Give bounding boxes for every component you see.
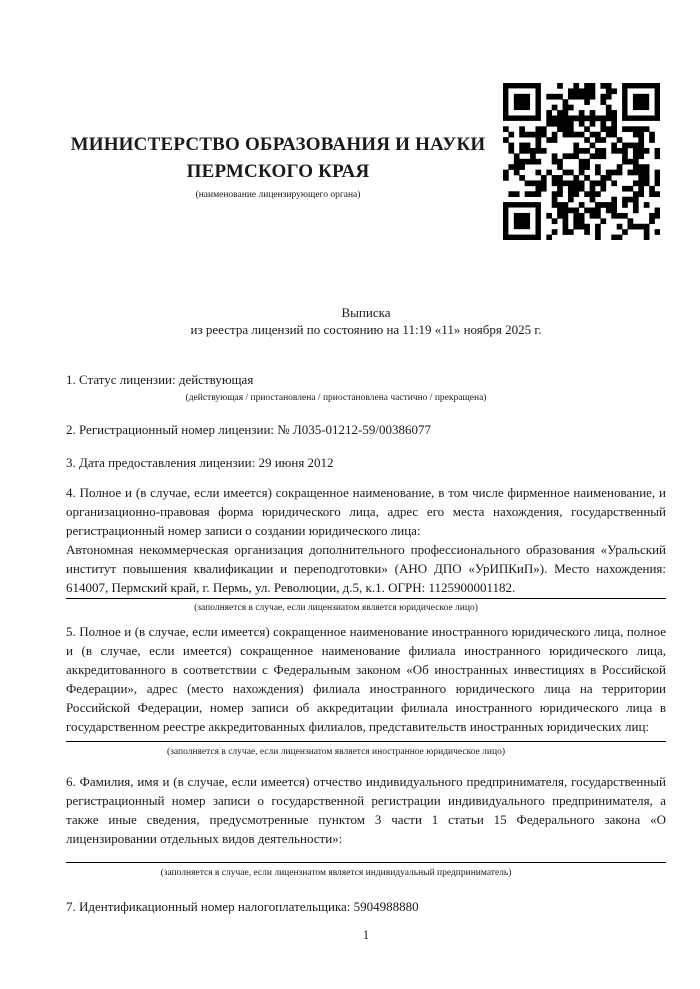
- license-status-text: 1. Статус лицензии: действующая: [66, 372, 254, 387]
- item-registration-number: 2. Регистрационный номер лицензии: № Л035-01212-59/00386077: [66, 422, 432, 437]
- fill-line: [66, 598, 666, 599]
- legal-entity-caption: (заполняется в случае, если лицензиатом является юридическое лицо): [194, 603, 478, 613]
- foreign-entity-text: 5. Полное и (в случае, если имеется) сокращенное наименование иностранного юридического лица, полное и (в случае, если имеется) сокращенное наименование филиала иностранного юридического лица, аккредитованного в соответствии с Федеральным законом «Об иностранных инвестициях в Российской Федерации», адрес (место нахождения) филиала иностранного юридического лица на территории Российской Федерации, номер записи об аккредитации филиала иностранного юридического лица в государственном реестре аккредитованных филиалов, представительств иностранных юридических лиц:: [66, 624, 666, 734]
- item-license-status: [66, 370, 666, 405]
- item-legal-entity: [66, 483, 666, 615]
- document-title: [66, 304, 666, 338]
- ministry-name-line1: МИНИСТЕРСТВО ОБРАЗОВАНИЯ И НАУКИ: [70, 134, 486, 155]
- ministry-name-line2: ПЕРМСКОГО КРАЯ: [186, 161, 370, 182]
- foreign-entity-caption: (заполняется в случае, если лицензиатом является иностранное юридическое лицо): [167, 747, 505, 757]
- license-status-caption: (действующая / приостановлена / приостановлена частично / прекращена): [185, 393, 487, 403]
- item-taxpayer-number: 7. Идентификационный номер налогоплательщика: 5904988880: [66, 899, 419, 914]
- ministry-caption: (наименование лицензирующего органа): [195, 190, 361, 200]
- item-individual-entrepreneur: [66, 772, 666, 880]
- ministry-header: [66, 131, 490, 201]
- individual-entrepreneur-text: 6. Фамилия, имя и (в случае, если имеется) отчество индивидуального предпринимателя, государственный регистрационный номер записи о государственной регистрации индивидуального предпринимателя, а также иные сведения, предусмотренные пунктом 3 части 1 статьи 15 Федерального закона «О лицензировании отдельных видов деятельности»:: [66, 774, 666, 846]
- individual-entrepreneur-caption: (заполняется в случае, если лицензиатом является индивидуальный предприниматель): [160, 868, 512, 878]
- legal-entity-value: Автономная некоммерческая организация дополнительного профессионального образования «Уральский институт повышения квалификации и переподготовки» (АНО ДПО «УрИПКиП»). Место нахождения: 614007, Пермский край, г. Пермь, ул. Революции, д.5, к.1. ОГРН: 1125900001182.: [66, 542, 666, 595]
- item-license-date: 3. Дата предоставления лицензии: 29 июня 2012: [66, 455, 334, 470]
- fill-line: [66, 741, 666, 742]
- document-title-line2: из реестра лицензий по состоянию на 11:19 «11» ноября 2025 г.: [190, 322, 542, 337]
- item-foreign-entity: [66, 622, 666, 759]
- document-title-line1: Выписка: [341, 305, 391, 320]
- fill-line: [66, 862, 666, 863]
- qr-code-icon: [503, 83, 660, 240]
- page-number: 1: [362, 928, 370, 942]
- legal-entity-text: 4. Полное и (в случае, если имеется) сокращенное наименование, в том числе фирменное наименование, и организационно-правовая форма юридического лица, адрес его места нахождения, государственный регистрационный номер записи о создании юридического лица:: [66, 485, 666, 538]
